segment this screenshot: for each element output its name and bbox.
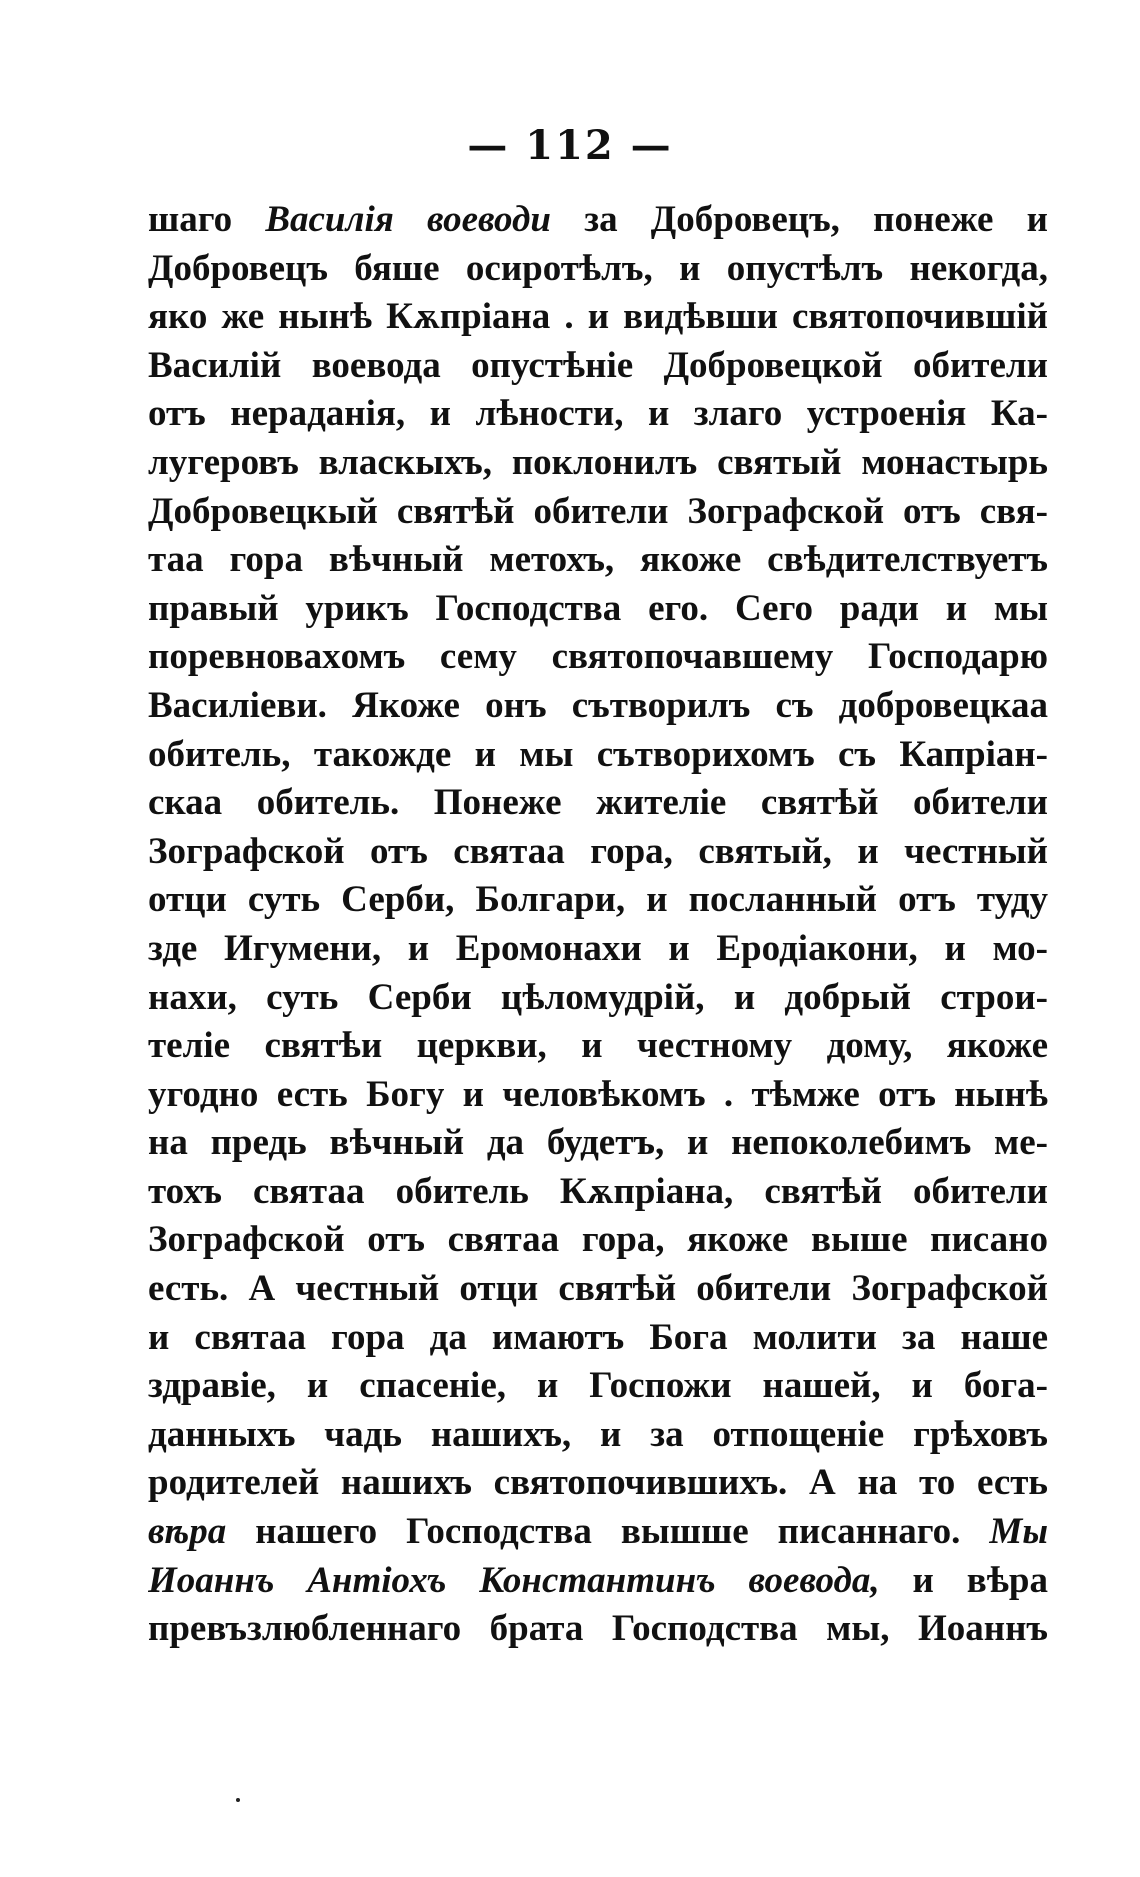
text-segment: отъ нераданія, и лѣности, и злаго устроенія Ка- bbox=[148, 393, 1048, 435]
text-line bbox=[148, 245, 1048, 294]
text-line bbox=[148, 633, 1048, 682]
text-segment: яко же нынѣ Кѫпріана . и видѣвши святопочившій bbox=[148, 296, 1048, 338]
text-segment: Василіеви. Якоже онъ сътворилъ съ добровецкаа bbox=[148, 684, 1048, 726]
italic-text: Василія воеводи bbox=[265, 199, 551, 240]
text-line bbox=[148, 1071, 1048, 1120]
text-segment: угодно есть Богу и человѣкомъ . тѣмже отъ нынѣ bbox=[148, 1073, 1048, 1115]
text-segment: тохъ святаа обитель Кѫпріана, святѣй обители bbox=[148, 1170, 1048, 1212]
text-line bbox=[148, 1411, 1048, 1460]
text-segment: Василій воевода опустѣніе Добровецкой обители bbox=[148, 344, 1048, 386]
text-segment: Добровецкый святѣй обители Зографской отъ свя- bbox=[148, 490, 1048, 532]
body-text bbox=[148, 196, 1048, 1654]
text-line bbox=[148, 1508, 1048, 1557]
text-line bbox=[148, 1022, 1048, 1071]
text-line bbox=[148, 1362, 1048, 1411]
text-line bbox=[148, 1119, 1048, 1168]
italic-text: вѣра bbox=[148, 1511, 227, 1553]
text-segment: шаго bbox=[148, 199, 266, 240]
text-line bbox=[148, 1216, 1048, 1265]
text-line bbox=[148, 974, 1048, 1023]
text-segment: превъзлюбленнаго брата Господства мы, Иоаннъ bbox=[148, 1608, 1048, 1650]
text-line bbox=[148, 390, 1048, 439]
text-segment: зде Игумени, и Еромонахи и Еродіакони, и мо- bbox=[148, 927, 1048, 969]
text-segment: нашего Господства вышше писаннаго. bbox=[226, 1511, 990, 1553]
text-segment: Зографской отъ святаа гора, якоже выше писано bbox=[148, 1219, 1048, 1261]
text-segment: здравіе, и спасеніе, и Госпожи нашей, и бога- bbox=[148, 1365, 1048, 1407]
text-line bbox=[148, 1605, 1048, 1654]
text-line bbox=[148, 1459, 1048, 1508]
text-line bbox=[148, 585, 1048, 634]
text-line bbox=[148, 439, 1048, 488]
text-segment: обитель, такожде и мы сътворихомъ съ Капріан- bbox=[148, 733, 1048, 775]
text-segment: скаа обитель. Понеже жителіе святѣй обители bbox=[148, 782, 1048, 824]
text-segment: отци суть Серби, Болгари, и посланный отъ туду bbox=[148, 879, 1048, 921]
text-segment: таа гора вѣчный метохъ, якоже свѣдителствуетъ bbox=[148, 539, 1048, 581]
text-segment: данныхъ чадь нашихъ, и за отпощеніе грѣховъ bbox=[148, 1413, 1048, 1455]
italic-text: Мы bbox=[989, 1511, 1048, 1553]
text-segment: родителей нашихъ святопочившихъ. А на то есть bbox=[148, 1462, 1048, 1504]
text-line bbox=[148, 1314, 1048, 1363]
text-line bbox=[148, 779, 1048, 828]
text-line bbox=[148, 196, 1048, 245]
text-segment: есть. А честный отци святѣй обители Зографской bbox=[148, 1268, 1048, 1310]
text-segment: Зографской отъ святаа гора, святый, и честный bbox=[148, 830, 1048, 872]
text-segment: нахи, суть Серби цѣломудрій, и добрый строи- bbox=[148, 976, 1048, 1018]
text-segment: правый урикъ Господства его. Сего ради и мы bbox=[148, 587, 1048, 629]
text-segment: и вѣра bbox=[879, 1559, 1048, 1601]
text-line bbox=[148, 828, 1048, 877]
text-line bbox=[148, 1168, 1048, 1217]
text-line bbox=[148, 1265, 1048, 1314]
text-line bbox=[148, 293, 1048, 342]
text-line bbox=[148, 488, 1048, 537]
text-segment: поревноваxомъ сему святопочавшему Господарю bbox=[148, 636, 1048, 678]
print-speck bbox=[236, 1798, 240, 1802]
text-segment: и святаа гора да имаютъ Бога молити за наше bbox=[148, 1316, 1048, 1358]
text-line bbox=[148, 342, 1048, 391]
text-line bbox=[148, 731, 1048, 780]
text-segment: теліе святѣи церкви, и честному дому, якоже bbox=[148, 1025, 1048, 1067]
text-line bbox=[148, 876, 1048, 925]
text-segment: Добровецъ бяше осиротѣлъ, и опустѣлъ некогда, bbox=[148, 247, 1048, 289]
text-segment: за Добровецъ, понеже и bbox=[551, 199, 1048, 240]
text-segment: лугеровъ власкыхъ, поклонилъ святый монастырь bbox=[148, 441, 1048, 483]
text-segment: на предь вѣчный да будетъ, и непоколебимъ ме- bbox=[148, 1122, 1048, 1164]
text-line bbox=[148, 1557, 1048, 1606]
text-line bbox=[148, 536, 1048, 585]
text-line bbox=[148, 925, 1048, 974]
text-line bbox=[148, 682, 1048, 731]
italic-text: Иоаннъ Антіохъ Константинъ воевода, bbox=[148, 1559, 880, 1601]
page-number: — 112 — bbox=[467, 122, 673, 169]
